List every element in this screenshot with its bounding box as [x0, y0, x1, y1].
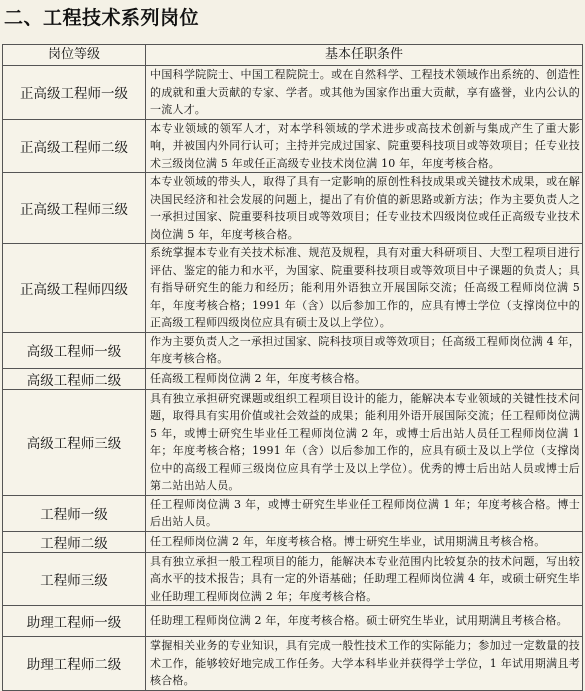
row-requirement: 系统掌握本专业有关技术标准、规范及规程，具有对重大科研项目、大型工程项目进行评估、鉴定的能力和水平，为国家、院重要科技项目或等效项目中子课题的负责人；具有指导研究生的能力和经历；能利用外语独立开展国际交流；任高级工程师岗位满 5 年，年度考核合格；1991 年（含）以后参加工作的，应具有博士学位（支撑岗位中的正高级工程师四级岗位应具有硕士及以上学位）。: [146, 244, 583, 333]
position-table: [2, 44, 583, 691]
row-level: 工程师一级: [3, 495, 146, 531]
row-requirement: 作为主要负责人之一承担过国家、院科技项目或等效项目；任高级工程师岗位满 4 年，年度考核合格。: [146, 332, 583, 368]
row-level: 工程师二级: [3, 531, 146, 552]
table-header-row: [3, 45, 583, 66]
row-requirement: 任工程师岗位满 3 年，或博士研究生毕业任工程师岗位满 1 年；年度考核合格。博士后出站人员。: [146, 495, 583, 531]
row-requirement: 具有独立承担一般工程项目的能力，能解决本专业范围内比较复杂的技术问题，写出较高水平的技术报告；具有一定的外语基础；任助理工程师岗位满 4 年，或硕士研究生毕业任助理工程师岗位满 2 年；年度考核合格。: [146, 552, 583, 606]
row-level: 工程师三级: [3, 552, 146, 606]
row-requirement: 任助理工程师岗位满 2 年，年度考核合格。硕士研究生毕业，试用期满且考核合格。: [146, 606, 583, 637]
row-requirement: 任高级工程师岗位满 2 年，年度考核合格。: [146, 368, 583, 389]
row-level: 正高级工程师四级: [3, 244, 146, 333]
header-requirement: 基本任职条件: [146, 45, 583, 66]
row-requirement: 具有独立承担研究课题或组织工程项目设计的能力，能解决本专业领域的关键性技术问题，取得具有实用价值或社会效益的成果；能利用外语开展国际交流；任工程师岗位满 5 年，或博士研究生毕业任工程师岗位满 2 年，或博士后出站人员任工程师岗位满 1 年；年度考核合格；1991 年（含）以后参加工作的，应具有硕士及以上学位（支撑岗位中的高级工程师三级岗位应具有学士及以上学位）。优秀的博士后出站人员或博士后第二站出站人员。: [146, 389, 583, 495]
row-requirement: 中国科学院院士、中国工程院院士。或在自然科学、工程技术领域作出系统的、创造性的成就和重大贡献的专家、学者。或其他为国家作出重大贡献，享有盛誉，业内公认的一流人才。: [146, 66, 583, 120]
row-level: 高级工程师一级: [3, 332, 146, 368]
table-row: [3, 368, 583, 389]
row-requirement: 任工程师岗位满 2 年，年度考核合格。博士研究生毕业，试用期满且考核合格。: [146, 531, 583, 552]
table-row: [3, 606, 583, 637]
header-level: 岗位等级: [3, 45, 146, 66]
table-row: [3, 332, 583, 368]
table-row: [3, 637, 583, 691]
table-row: [3, 495, 583, 531]
table-row: [3, 552, 583, 606]
row-level: 高级工程师二级: [3, 368, 146, 389]
table-row: [3, 244, 583, 333]
row-requirement: 掌握相关业务的专业知识，具有完成一般性技术工作的实际能力；参加过一定数量的技术工作，能够较好地完成工作任务。大学本科毕业并获得学士学位，1 年试用期满且考核合格。: [146, 637, 583, 691]
row-requirement: 本专业领域的带头人，取得了具有一定影响的原创性科技成果或关键技术成果，或在解决国民经济和社会发展的问题上，提出了有价值的新思路或新方法；作为主要负责人之一承担过国家、院重要科技项目或等效项目；任专业技术四级岗位或任正高级专业技术岗位满 5 年，年度考核合格。: [146, 173, 583, 244]
row-level: 正高级工程师一级: [3, 66, 146, 120]
table-row: [3, 173, 583, 244]
table-row: [3, 66, 583, 120]
section-title: 二、工程技术系列岗位: [4, 7, 200, 29]
table-row: [3, 389, 583, 495]
row-level: 正高级工程师三级: [3, 173, 146, 244]
row-level: 正高级工程师二级: [3, 119, 146, 173]
row-level: 助理工程师一级: [3, 606, 146, 637]
row-level: 高级工程师三级: [3, 389, 146, 495]
row-level: 助理工程师二级: [3, 637, 146, 691]
table-row: [3, 531, 583, 552]
table-row: [3, 119, 583, 173]
row-requirement: 本专业领域的领军人才，对本学科领域的学术进步或高技术创新与集成产生了重大影响，并被国内外同行认可；主持并完成过国家、院重要科技项目或等效项目；任专业技术三级岗位满 5 年或任正高级专业技术岗位满 10 年，年度考核合格。: [146, 119, 583, 173]
